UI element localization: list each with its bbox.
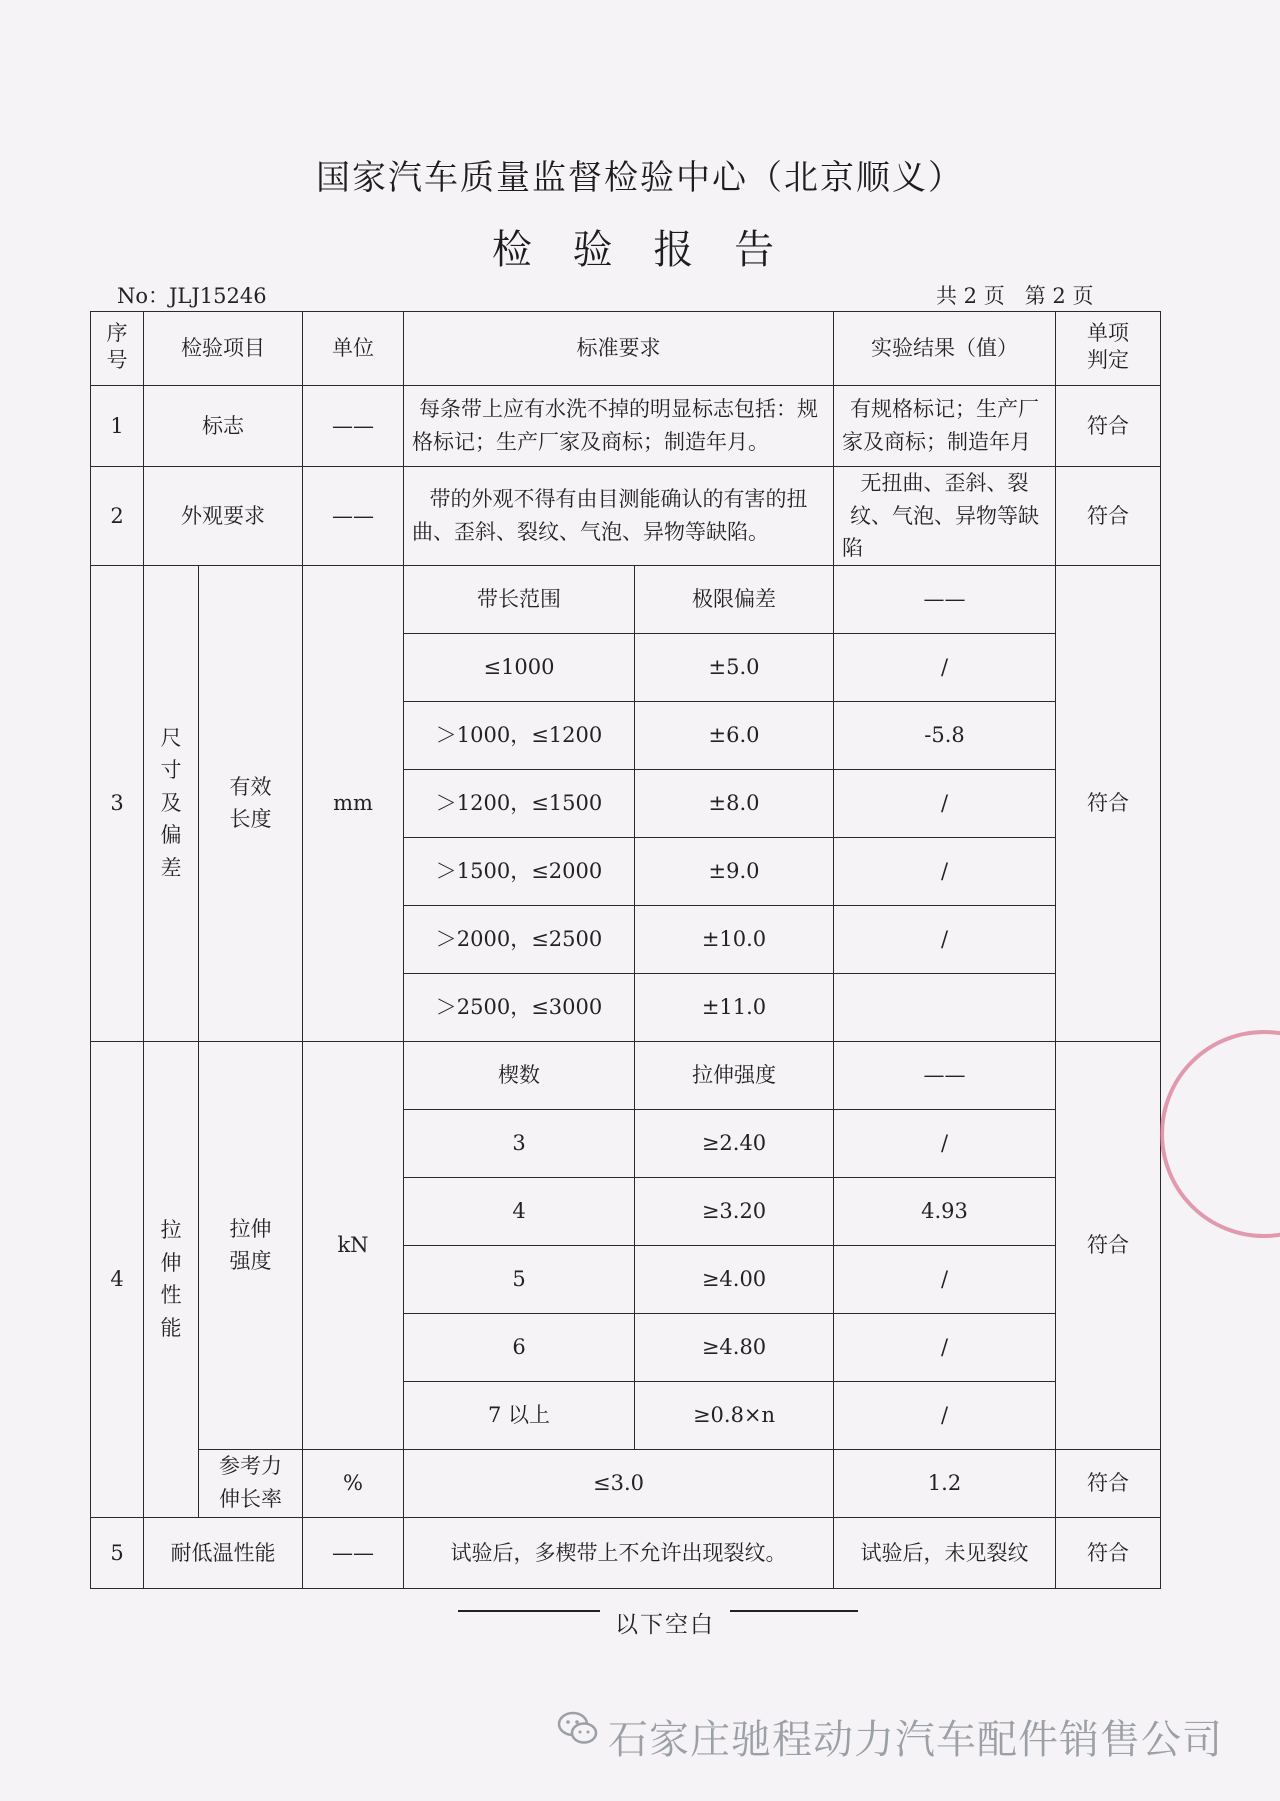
result-cell: / [834,769,1056,837]
report-title: 检 验 报 告 [491,227,789,273]
table-row [91,467,1161,566]
table-row [91,386,1161,467]
range-cell: ＞2000，≤2500 [404,905,635,973]
deviation-cell: ±9.0 [635,837,834,905]
result-cell: / [834,1245,1056,1313]
result-cell: / [834,633,1056,701]
ref-unit-cell: % [303,1449,404,1517]
header-result: 实验结果（值） [834,312,1056,386]
strength-cell: ≥3.20 [635,1177,834,1245]
deviation-cell: ±11.0 [635,973,834,1041]
range-cell: ＞2500，≤3000 [404,973,635,1041]
item-cell: 耐低温性能 [144,1517,303,1588]
page-info: 共 2 页 第 2 页 [936,284,1094,308]
deviation-cell: ±8.0 [635,769,834,837]
judgement-cell: 符合 [1056,565,1161,1041]
category-cell: 尺寸及偏差 [144,565,199,1041]
header-item: 检验项目 [144,312,303,386]
judgement-cell: 符合 [1056,467,1161,566]
official-seal [1160,1030,1280,1238]
unit-cell: kN [303,1041,404,1449]
blank-divider-left [458,1610,600,1612]
result-cell: / [834,1381,1056,1449]
blank-divider-right [730,1610,858,1612]
unit-cell: —— [303,467,404,566]
ref-result-cell: 1.2 [834,1449,1056,1517]
document-number: No：JLJ15246 [117,284,267,308]
result-cell: / [834,837,1056,905]
header-judgement: 单项判定 [1056,312,1161,386]
subheader-result: —— [834,1041,1056,1109]
unit-cell: —— [303,1517,404,1588]
item-cell: 标志 [144,386,303,467]
strength-cell: ≥2.40 [635,1109,834,1177]
item-cell: 有效长度 [199,565,303,1041]
judgement-cell: 符合 [1056,1041,1161,1449]
strength-cell: ≥4.80 [635,1313,834,1381]
result-cell: / [834,1109,1056,1177]
seq-cell: 3 [91,565,144,1041]
unit-cell: mm [303,565,404,1041]
requirement-cell: 带的外观不得有由目测能确认的有害的扭曲、歪斜、裂纹、气泡、异物等缺陷。 [404,467,834,566]
wedges-cell: 7 以上 [404,1381,635,1449]
table-row [91,565,1161,633]
range-cell: ＞1000，≤1200 [404,701,635,769]
result-cell: 无扭曲、歪斜、裂纹、气泡、异物等缺陷 [834,467,1056,566]
result-cell [834,973,1056,1041]
table-header-row [91,312,1161,386]
category-cell: 拉伸性能 [144,1041,199,1517]
item-cell: 拉伸强度 [199,1041,303,1449]
table-row [91,1517,1161,1588]
requirement-cell: 试验后，多楔带上不允许出现裂纹。 [404,1517,834,1588]
wedges-cell: 4 [404,1177,635,1245]
result-cell: / [834,1313,1056,1381]
seq-cell: 2 [91,467,144,566]
subheader-result: —— [834,565,1056,633]
result-cell: / [834,905,1056,973]
range-cell: ≤1000 [404,633,635,701]
deviation-cell: ±6.0 [635,701,834,769]
table-row [91,1041,1161,1109]
subheader-wedges: 楔数 [404,1041,635,1109]
subheader-strength: 拉伸强度 [635,1041,834,1109]
header-requirement: 标准要求 [404,312,834,386]
blank-note: 以下空白 [615,1612,715,1638]
ref-item-cell: 参考力伸长率 [199,1449,303,1517]
seq-cell: 4 [91,1041,144,1517]
requirement-cell: 每条带上应有水洗不掉的明显标志包括：规格标记；生产厂家及商标；制造年月。 [404,386,834,467]
seq-cell: 5 [91,1517,144,1588]
report-org-title: 国家汽车质量监督检验中心（北京顺义） [316,158,964,198]
deviation-cell: ±5.0 [635,633,834,701]
inspection-table [90,311,1161,1589]
wedges-cell: 3 [404,1109,635,1177]
result-cell: 4.93 [834,1177,1056,1245]
range-cell: ＞1200，≤1500 [404,769,635,837]
wechat-icon [556,1706,600,1750]
range-cell: ＞1500，≤2000 [404,837,635,905]
item-cell: 外观要求 [144,467,303,566]
header-seq: 序号 [91,312,144,386]
wedges-cell: 6 [404,1313,635,1381]
judgement-cell: 符合 [1056,1517,1161,1588]
ref-judgement-cell: 符合 [1056,1449,1161,1517]
subheader-deviation: 极限偏差 [635,565,834,633]
strength-cell: ≥4.00 [635,1245,834,1313]
subheader-range: 带长范围 [404,565,635,633]
unit-cell: —— [303,386,404,467]
header-unit: 单位 [303,312,404,386]
table-row [91,1449,1161,1517]
watermark-text: 石家庄驰程动力汽车配件销售公司 [608,1717,1223,1763]
result-cell: 有规格标记；生产厂家及商标；制造年月 [834,386,1056,467]
wedges-cell: 5 [404,1245,635,1313]
result-cell: -5.8 [834,701,1056,769]
seq-cell: 1 [91,386,144,467]
strength-cell: ≥0.8×n [635,1381,834,1449]
deviation-cell: ±10.0 [635,905,834,973]
result-cell: 试验后，未见裂纹 [834,1517,1056,1588]
ref-requirement-cell: ≤3.0 [404,1449,834,1517]
judgement-cell: 符合 [1056,386,1161,467]
